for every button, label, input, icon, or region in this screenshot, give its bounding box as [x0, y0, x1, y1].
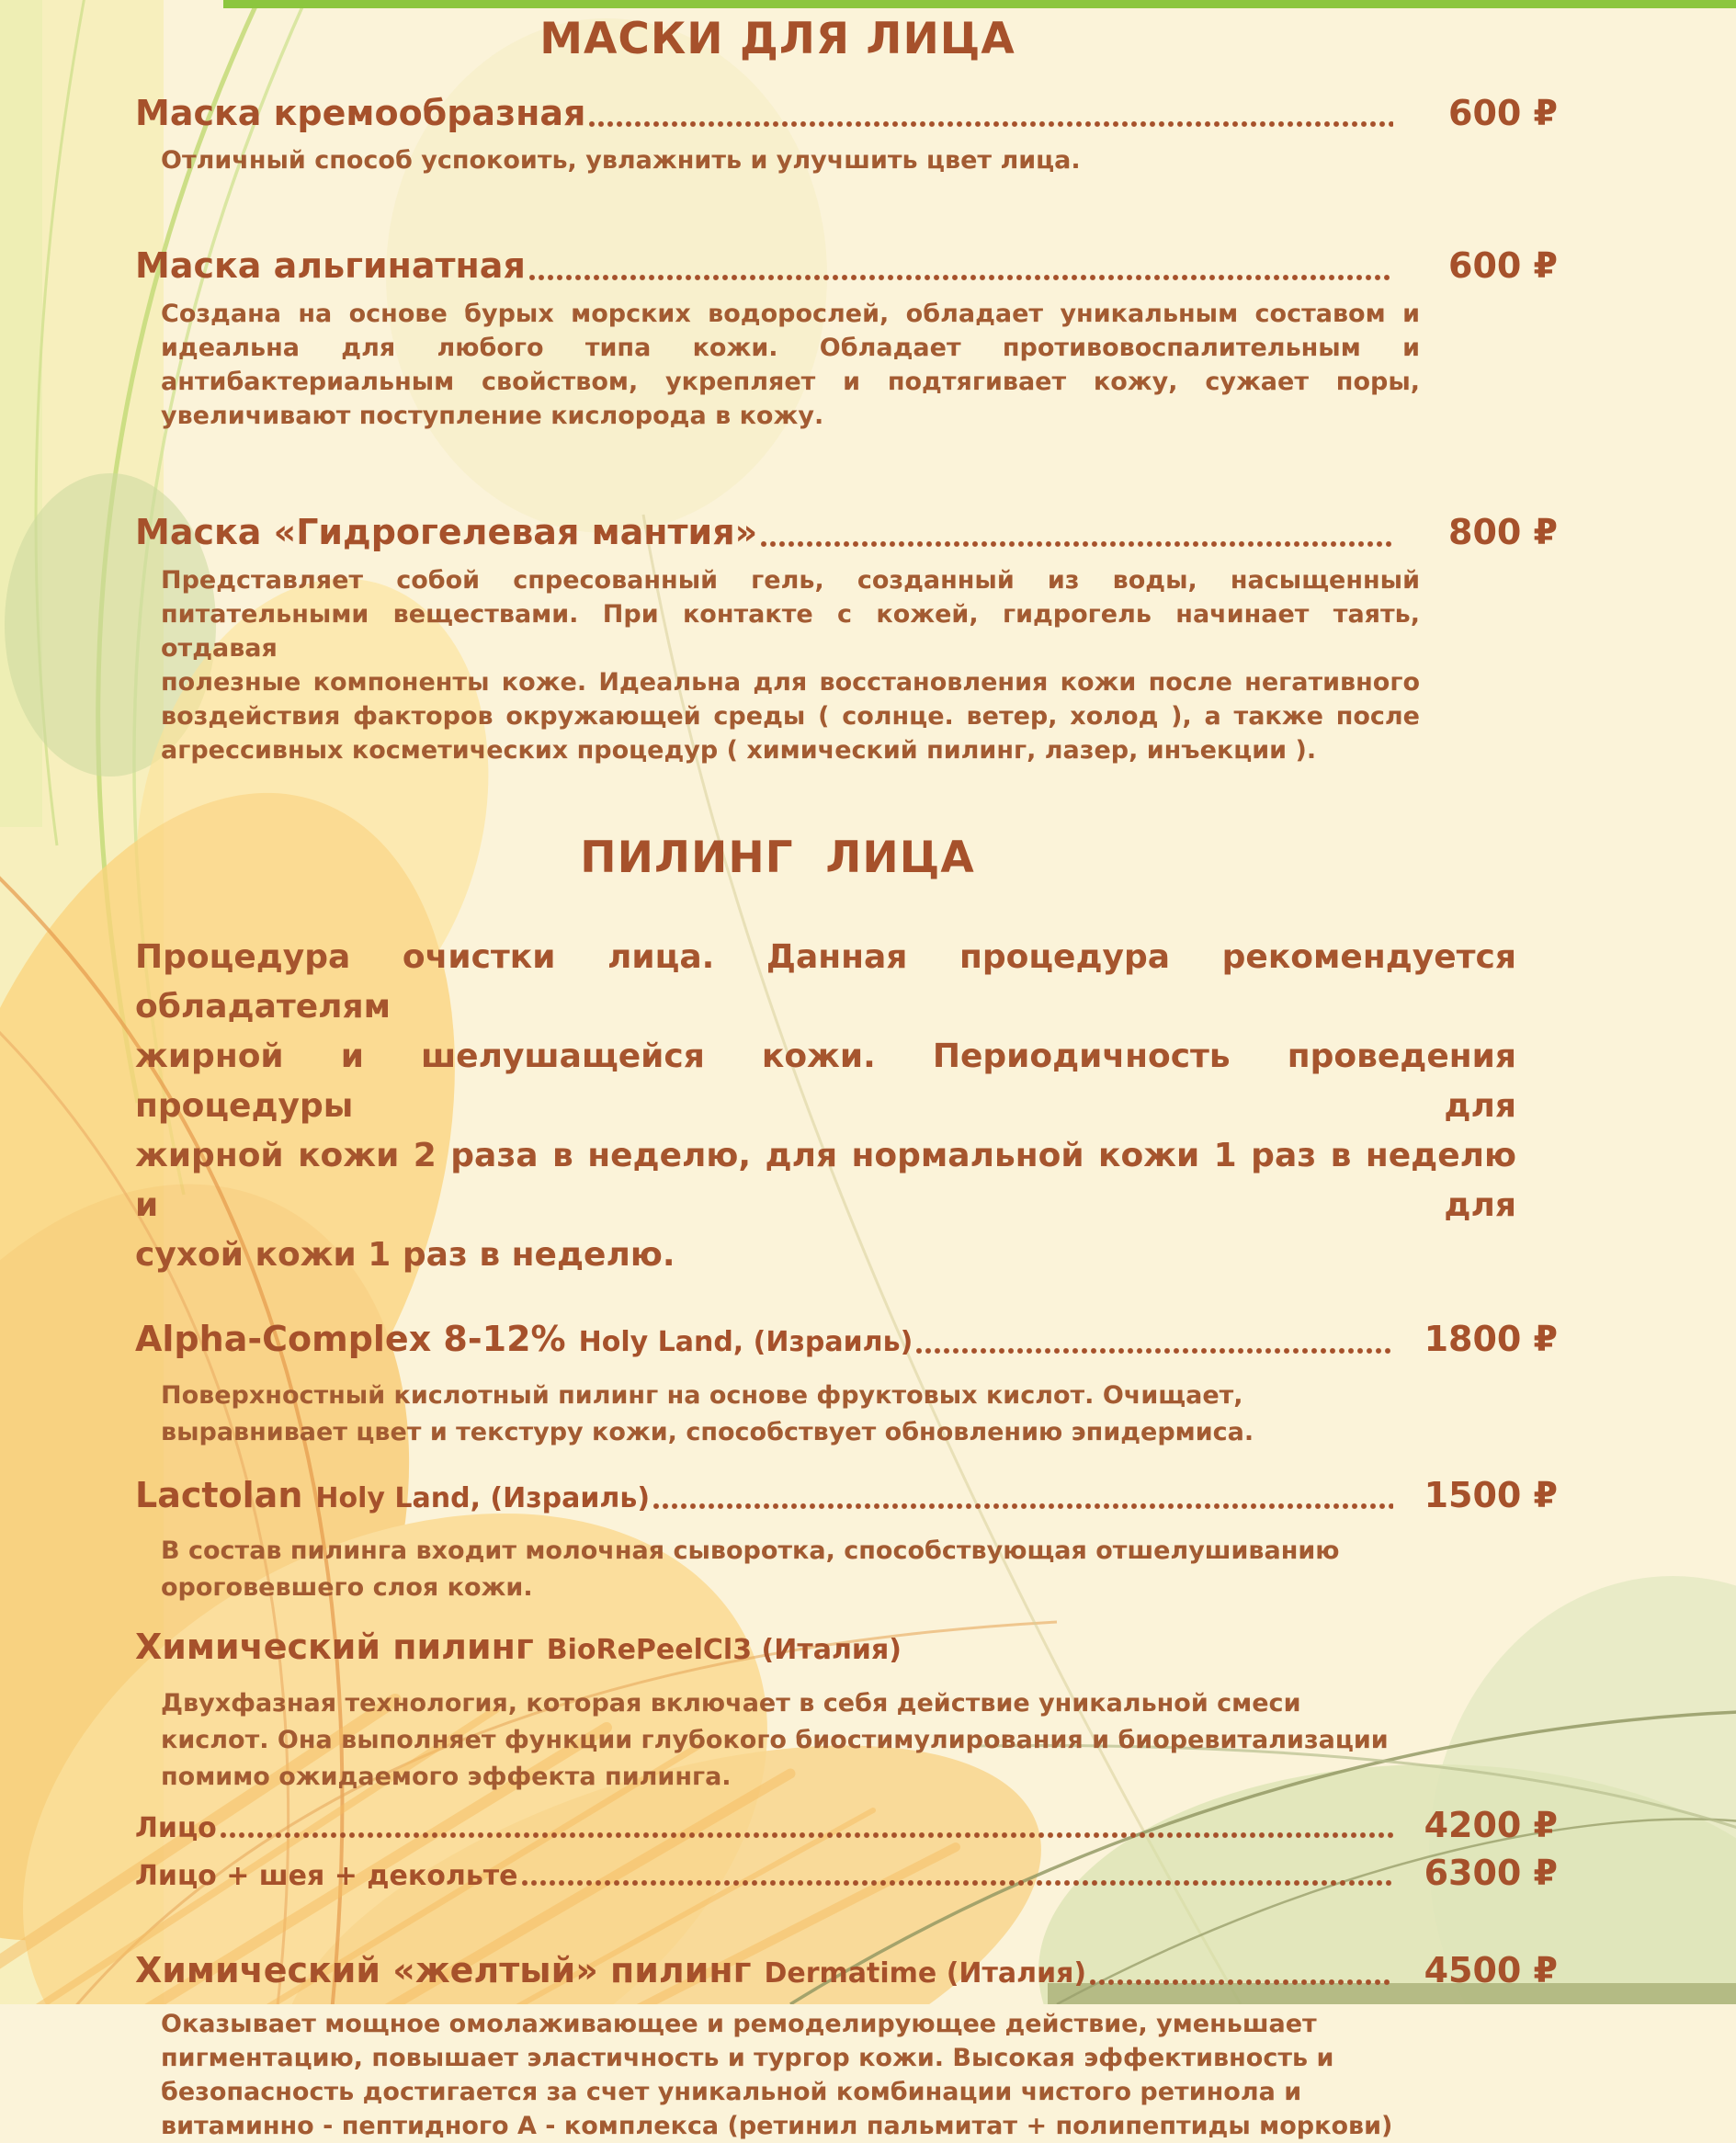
menu-item-row [135, 1805, 1558, 1845]
description-line: выравнивает цвет и текстуру кожи, способствует обновлению эпидермиса. [161, 1417, 1254, 1446]
item-description [161, 297, 1420, 433]
description-line: увеличивают поступление кислорода в кожу. [161, 401, 824, 430]
description-line: питательными веществами. При контакте с кожей, гидрогель начинает таять, отдавая [161, 599, 1420, 663]
description-line: Двухфазная технология, которая включает в себя действие уникальной смеси [161, 1689, 1301, 1718]
item-name: Химический пилинг [135, 1627, 534, 1668]
dotted-leader [522, 1879, 1393, 1887]
menu-item-row [135, 1853, 1558, 1893]
menu-item [135, 1475, 1558, 1607]
item-name: Лицо [135, 1812, 217, 1845]
item-name: Лицо + шея + декольте [135, 1860, 518, 1893]
item-brand: Holy Land, (Израиль) [578, 1326, 913, 1359]
item-description [161, 1685, 1420, 1796]
description-line: Представляет собой спресованный гель, созданный из воды, насыщенный [161, 565, 1420, 595]
description-line: Отличный способ успокоить, увлажнить и улучшить цвет лица. [161, 146, 1081, 176]
item-price: 1500 ₽ [1424, 1474, 1558, 1515]
section-items [135, 93, 1558, 767]
description-line: воздействия факторов окружающей среды ( солнце. ветер, холод ), а также после [161, 701, 1420, 731]
description-line: кислот. Она выполняет функции глубокого биостимулирования и биоревитализации [161, 1726, 1389, 1755]
description-line: ороговевшего слоя кожи. [161, 1573, 533, 1603]
item-price: 6300 ₽ [1424, 1853, 1558, 1894]
description-line: Оказывает мощное омолаживающее и ремоделирующее действие, уменьшает [161, 2009, 1317, 2038]
description-line: идеальна для любого типа кожи. Обладает противовоспалительным и [161, 333, 1420, 362]
menu-item-row [135, 1475, 1558, 1517]
dotted-leader [221, 1831, 1393, 1839]
item-description [161, 143, 1420, 177]
item-price: 800 ₽ [1448, 511, 1558, 552]
menu-section [135, 832, 1558, 2143]
menu-item [135, 1627, 1558, 1796]
description-line: помимо ожидаемого эффекта пилинга. [161, 1763, 732, 1792]
description-line: антибактериальным свойством, укрепляет и подтягивает кожу, сужает поры, [161, 367, 1420, 396]
description-line: полезные компоненты коже. Идеальна для восстановления кожи после негативного [161, 667, 1420, 697]
menu-item-row [135, 1950, 1558, 1992]
item-price: 600 ₽ [1448, 245, 1558, 287]
item-price: 4500 ₽ [1424, 1950, 1558, 1991]
menu-item [135, 1319, 1558, 1451]
menu-section [135, 13, 1558, 767]
intro-line: сухой кожи 1 раз в неделю. [135, 1236, 675, 1275]
description-line: пигментацию, повышает эластичность и тургор кожи. Высокая эффективность и [161, 2043, 1334, 2072]
item-name: Lactolan [135, 1474, 303, 1515]
menu-item [135, 1853, 1558, 1893]
description-line: витаминно - пептидного А - комплекса (ретинил пальмитат + полипептиды моркови) [161, 2111, 1393, 2140]
item-name: Химический «желтый» пилинг [135, 1950, 752, 1991]
item-name: Маска «Гидрогелевая мантия» [135, 511, 758, 552]
menu-item-row [135, 93, 1558, 135]
description-line: агрессивных косметических процедур ( химический пилинг, лазер, инъекции ). [161, 735, 1317, 765]
item-description [161, 1378, 1420, 1451]
item-name: Маска кремообразная [135, 92, 586, 133]
item-name: Alpha-Complex 8-12% [135, 1319, 566, 1360]
menu-item-row [135, 245, 1558, 288]
item-brand: Dermatime (Италия) [764, 1957, 1087, 1990]
description-line: Создана на основе бурых морских водорослей, обладает уникальным составом и [161, 299, 1420, 328]
dotted-leader [589, 120, 1393, 128]
dotted-leader [761, 540, 1393, 548]
item-name: Маска альгинатная [135, 245, 526, 287]
menu-item [135, 93, 1558, 178]
dotted-leader [916, 1347, 1393, 1355]
item-description [161, 2007, 1420, 2143]
dotted-leader [529, 274, 1393, 281]
intro-line: жирной и шелушащейся кожи. Периодичность проведения процедуры для [135, 1037, 1516, 1126]
dotted-leader [1090, 1979, 1393, 1986]
dotted-leader [653, 1502, 1393, 1510]
menu-item [135, 1950, 1558, 2143]
item-brand: Holy Land, (Израиль) [315, 1481, 651, 1514]
menu-item-row [135, 1319, 1558, 1361]
section-title: МАСКИ ДЛЯ ЛИЦА [539, 14, 1016, 64]
intro-line: Процедура очистки лица. Данная процедура рекомендуется обладателям [135, 938, 1516, 1026]
section-intro [135, 933, 1516, 1280]
description-line: безопасность достигается за счет уникальной комбинации чистого ретинола и [161, 2077, 1302, 2106]
menu-item-row [135, 1627, 1558, 1669]
menu-item [135, 1805, 1558, 1845]
menu-item [135, 512, 1558, 767]
top-accent-bar [223, 0, 1736, 8]
section-items [135, 1319, 1558, 2142]
item-price: 1800 ₽ [1424, 1319, 1558, 1360]
description-line: В состав пилинга входит молочная сыворотка, способствующая отшелушиванию [161, 1536, 1340, 1566]
item-price: 600 ₽ [1448, 92, 1558, 133]
intro-line: жирной кожи 2 раза в неделю, для нормальной кожи 1 раз в неделю и для [135, 1137, 1516, 1225]
item-description [161, 1533, 1420, 1606]
description-line: Поверхностный кислотный пилинг на основе фруктовых кислот. Очищает, [161, 1380, 1243, 1410]
menu-item-row [135, 512, 1558, 554]
menu-item [135, 245, 1558, 433]
item-price: 4200 ₽ [1424, 1805, 1558, 1846]
item-description [161, 563, 1420, 767]
section-title: ПИЛИНГ ЛИЦА [580, 832, 975, 883]
item-brand: BioRePeelCl3 (Италия) [546, 1634, 902, 1667]
